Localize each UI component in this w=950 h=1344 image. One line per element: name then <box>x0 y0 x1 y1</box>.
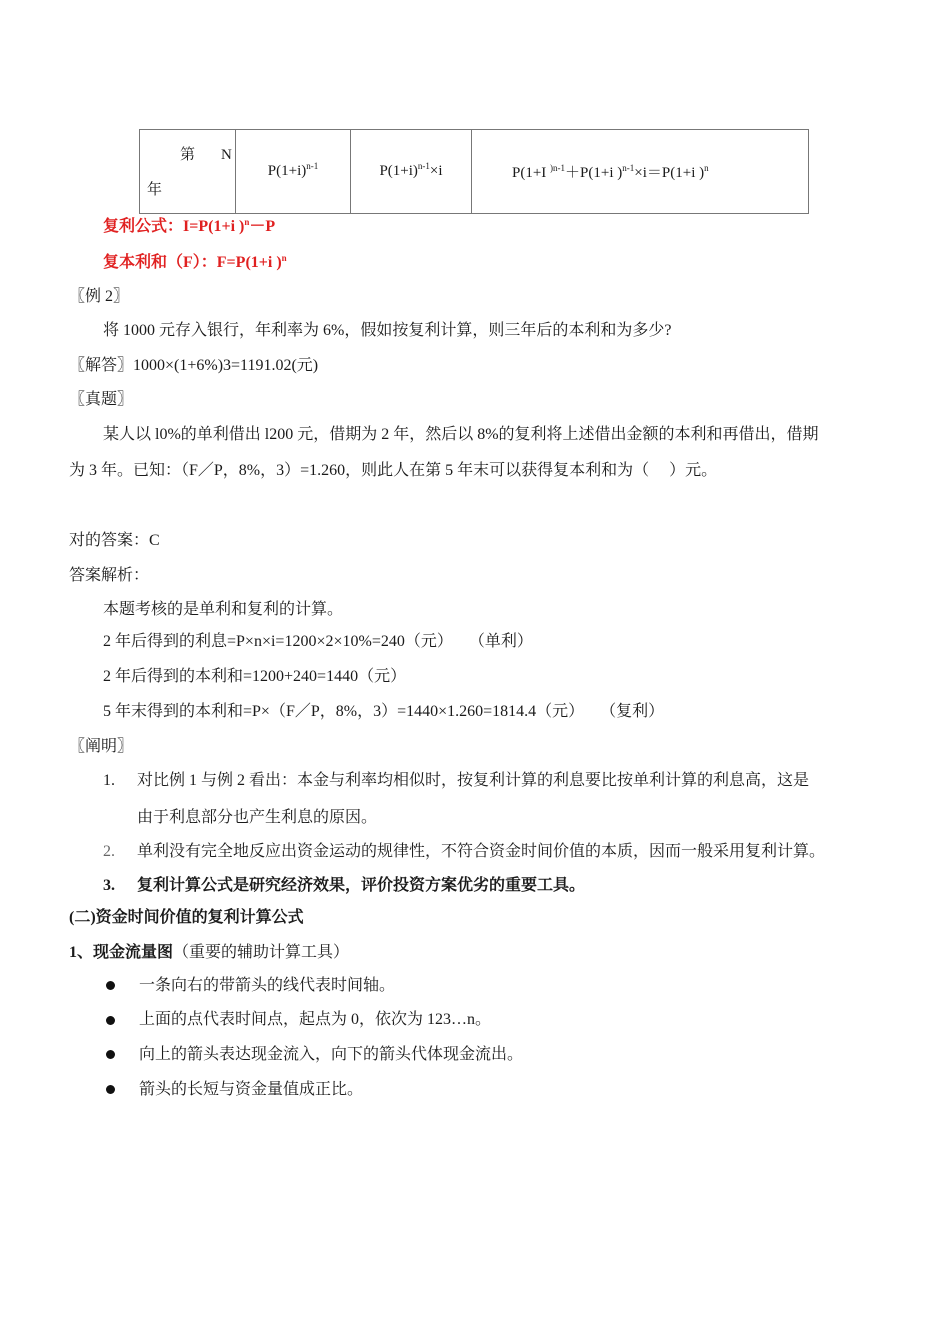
interest-cell: $P(1+i)^{n-1}\times i$ <box>351 130 472 214</box>
bullet-item: 一条向右的带箭头的线代表时间轴。 <box>139 977 396 994</box>
section-heading: (二)资金时间价值的复利计算公式 <box>69 909 304 926</box>
example-tag: 〖例 2〗 <box>69 288 130 305</box>
list-number: 3. <box>103 877 115 894</box>
list-number: 1. <box>103 772 115 789</box>
row-label-cell <box>140 130 236 214</box>
exam-question-line1: 某人以 l0%的单利借出 l200 元，借期为 2 年，然后以 8%的复利将上述借出金额的本利和再借出，借期 <box>103 426 819 443</box>
analysis-line: 2 年后得到的利息=P×n×i=1200×2×10%=240（元） （单利） <box>103 633 533 650</box>
row-label-top: 第 N <box>180 147 232 163</box>
analysis-line: 5 年末得到的本利和=P×（F／P，8%，3）=1440×1.260=1814.4（元） （复利） <box>103 703 665 720</box>
bullet-item: 向上的箭头表达现金流入，向下的箭头代体现金流出。 <box>139 1046 524 1063</box>
row-label-bottom: 年 <box>147 182 163 198</box>
list-item: 对比例 1 与例 2 看出：本金与利率均相似时，按复利计算的利息要比按单利计算的利息高，这是 <box>137 772 810 789</box>
exam-tag: 〖真题〗 <box>69 391 134 408</box>
compound-interest-formula: 复利公式：I=P(1+i )$^n$－P <box>103 217 276 235</box>
bullet-icon <box>106 1016 115 1025</box>
bullet-icon <box>106 1050 115 1059</box>
bullet-icon <box>106 1085 115 1094</box>
analysis-label: 答案解析： <box>69 567 150 584</box>
sum-cell: P(1+I $^{)n-1}$＋P(1+i )$^{n-1}$×i＝P(1+i )$^n$ <box>472 130 809 214</box>
list-item: 单利没有完全地反应出资金运动的规律性，不符合资金时间价值的本质，因而一般采用复利计算。 <box>137 843 826 860</box>
exam-question-line2: 为 3 年。已知：（F／P，8%，3）=1.260，则此人在第 5 年末可以获得复本利和为（ ）元。 <box>69 462 718 479</box>
bullet-item: 上面的点代表时间点，起点为 0，依次为 123…n。 <box>139 1011 492 1028</box>
bullet-item: 箭头的长短与资金量值成正比。 <box>139 1081 364 1098</box>
explain-tag: 〖阐明〗 <box>69 738 134 755</box>
principal-cell: $P(1+i)^{n-1}$ <box>236 130 351 214</box>
formula-table <box>139 129 809 214</box>
list-number: 2. <box>103 843 115 860</box>
analysis-line: 本题考核的是单利和复利的计算。 <box>103 601 344 618</box>
analysis-line: 2 年后得到的本利和=1200+240=1440（元） <box>103 668 407 685</box>
example-question: 将 1000 元存入银行，年利率为 6%，假如按复利计算，则三年后的本利和为多少? <box>103 322 672 339</box>
correct-answer: 对的答案：C <box>69 532 160 549</box>
list-item: 复利计算公式是研究经济效果，评价投资方案优劣的重要工具。 <box>137 877 586 894</box>
list-item: 由于利息部分也产生利息的原因。 <box>137 809 378 826</box>
section-subheading: 1、现金流量图（重要的辅助计算工具） <box>69 944 350 961</box>
table-row <box>140 130 809 214</box>
example-answer: 〖解答〗1000×(1+6%)3=1191.02(元) <box>69 357 319 374</box>
bullet-icon <box>106 981 115 990</box>
compound-sum-formula: 复本利和（F）：F=P(1+i )$^n$ <box>103 253 287 271</box>
